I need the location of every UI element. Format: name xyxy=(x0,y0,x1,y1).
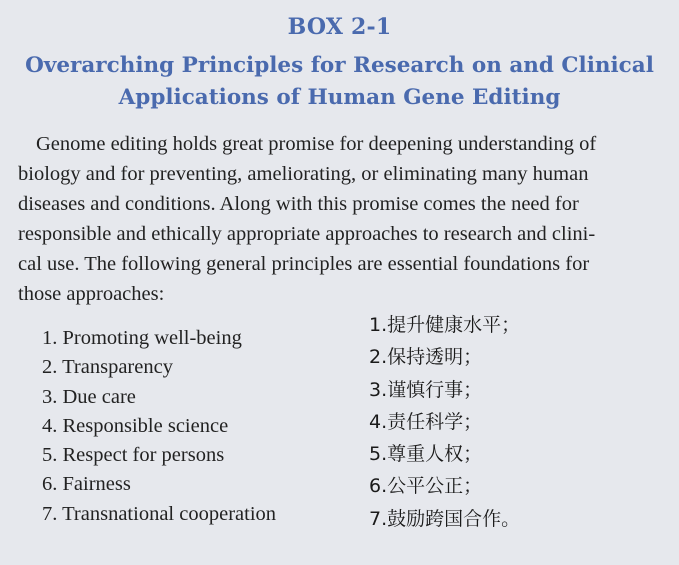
principle-item: 6. Fairness xyxy=(42,473,131,496)
intro-paragraph xyxy=(18,129,668,309)
principle-item-zh: 2.保持透明； xyxy=(369,346,483,369)
intro-line: Genome editing holds great promise for deepening understanding of xyxy=(36,133,597,155)
intro-line: responsible and ethically appropriate approaches to research and clini- xyxy=(18,223,596,245)
principle-item: 1. Promoting well-being xyxy=(42,327,242,349)
intro-line: biology and for preventing, ameliorating, or eliminating many human xyxy=(18,163,589,185)
principles-list-chinese xyxy=(369,309,520,535)
principle-item-zh: 6.公平公正； xyxy=(369,475,483,498)
intro-line: those approaches: xyxy=(18,283,165,305)
intro-line: diseases and conditions. Along with this promise comes the need for xyxy=(18,193,579,215)
box-title-line: Overarching Principles for Research on and Clinical xyxy=(25,53,654,78)
principle-item-zh: 7.鼓励跨国合作。 xyxy=(369,507,521,530)
principle-item-zh: 3.谨慎行事； xyxy=(369,378,483,401)
box-label: BOX 2-1 xyxy=(287,14,392,40)
intro-line: cal use. The following general principles are essential foundations for xyxy=(18,253,590,275)
principle-item: 2. Transparency xyxy=(42,356,173,379)
principle-item-zh: 5.尊重人权； xyxy=(369,443,483,466)
principle-item: 4. Responsible science xyxy=(42,414,229,437)
principle-item: 5. Respect for persons xyxy=(42,444,225,467)
principle-item: 3. Due care xyxy=(42,385,136,408)
box-title-line: Applications of Human Gene Editing xyxy=(118,85,561,110)
principle-item-zh: 4.责任科学； xyxy=(369,410,483,433)
principle-item: 7. Transnational cooperation xyxy=(42,502,277,525)
principle-item-zh: 1.提升健康水平； xyxy=(369,314,521,336)
box-title xyxy=(0,50,679,114)
principles-list-english xyxy=(42,324,276,529)
